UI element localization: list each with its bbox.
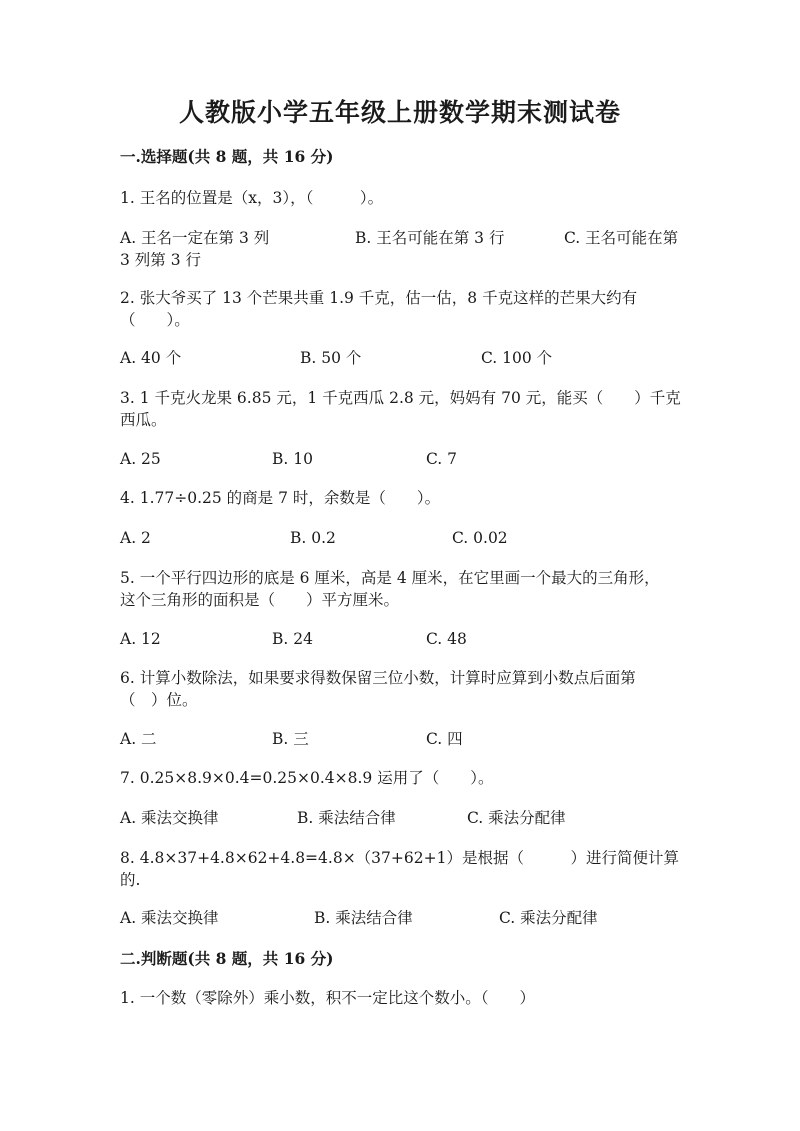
question-1-stem: 1. 王名的位置是（x，3），（ ）。 [120,189,384,207]
question-4-option-a: A. 2 [120,529,151,547]
question-2-option-a: A. 40 个 [120,349,182,367]
question-8-option-c: C. 乘法分配律 [499,909,598,927]
question-8-stem-line-1: 8. 4.8×37+4.8×62+4.8=4.8×（37+62+1）是根据（ ）进行简便计算 [120,849,679,867]
question-1-option-c-wrap: 3 列第 3 行 [120,251,202,269]
question-6-option-c: C. 四 [426,730,463,748]
question-7-stem: 7. 0.25×8.9×0.4=0.25×0.4×8.9 运用了（ ）。 [120,769,494,787]
question-2-option-c: C. 100 个 [481,349,553,367]
question-6-stem-line-2: （ ）位。 [120,691,198,709]
question-5-stem-line-1: 5. 一个平行四边形的底是 6 厘米，高是 4 厘米，在它里画一个最大的三角形， [120,569,660,587]
question-7-option-b: B. 乘法结合律 [297,809,396,827]
question-5-option-c: C. 48 [426,630,467,648]
question-6-option-a: A. 二 [120,730,157,748]
question-2-stem-line-1: 2. 张大爷买了 13 个芒果共重 1.9 千克，估一估，8 千克这样的芒果大约有 [120,289,638,307]
question-3-option-c: C. 7 [426,450,458,468]
question-1-option-a: A. 王名一定在第 3 列 [120,229,270,247]
question-5-option-a: A. 12 [120,630,161,648]
section-2-heading: 二.判断题(共 8 题，共 16 分) [120,949,334,968]
question-4-option-c: C. 0.02 [452,529,508,547]
question-1-option-b: B. 王名可能在第 3 行 [355,229,505,247]
question-6-option-b: B. 三 [272,730,309,748]
question-3-stem-line-1: 3. 1 千克火龙果 6.85 元，1 千克西瓜 2.8 元，妈妈有 70 元，能买（ ）千克 [120,389,681,407]
question-8-stem-line-2: 的. [120,871,141,889]
question-4-option-b: B. 0.2 [290,529,336,547]
question-2-stem-line-2: （ ）。 [120,311,190,329]
question-7-option-a: A. 乘法交换律 [120,809,219,827]
question-3-stem-line-2: 西瓜。 [120,411,167,429]
question-8-option-a: A. 乘法交换律 [120,909,219,927]
section-1-heading: 一.选择题(共 8 题，共 16 分) [120,147,334,166]
exam-title: 人教版小学五年级上册数学期末测试卷 [178,98,621,127]
question-5-stem-line-2: 这个三角形的面积是（ ）平方厘米。 [120,591,400,609]
question-1-option-c: C. 王名可能在第 [564,229,679,247]
question-6-stem-line-1: 6. 计算小数除法，如果要求得数保留三位小数，计算时应算到小数点后面第 [120,669,636,687]
question-4-stem: 4. 1.77÷0.25 的商是 7 时，余数是（ ）。 [120,489,441,507]
question-3-option-a: A. 25 [120,450,161,468]
question-2-option-b: B. 50 个 [300,349,362,367]
question-8-option-b: B. 乘法结合律 [314,909,413,927]
judgement-question-1-stem: 1. 一个数（零除外）乘小数，积不一定比这个数小。（ ） [120,989,535,1007]
question-5-option-b: B. 24 [272,630,313,648]
question-3-option-b: B. 10 [272,450,313,468]
question-7-option-c: C. 乘法分配律 [467,809,566,827]
